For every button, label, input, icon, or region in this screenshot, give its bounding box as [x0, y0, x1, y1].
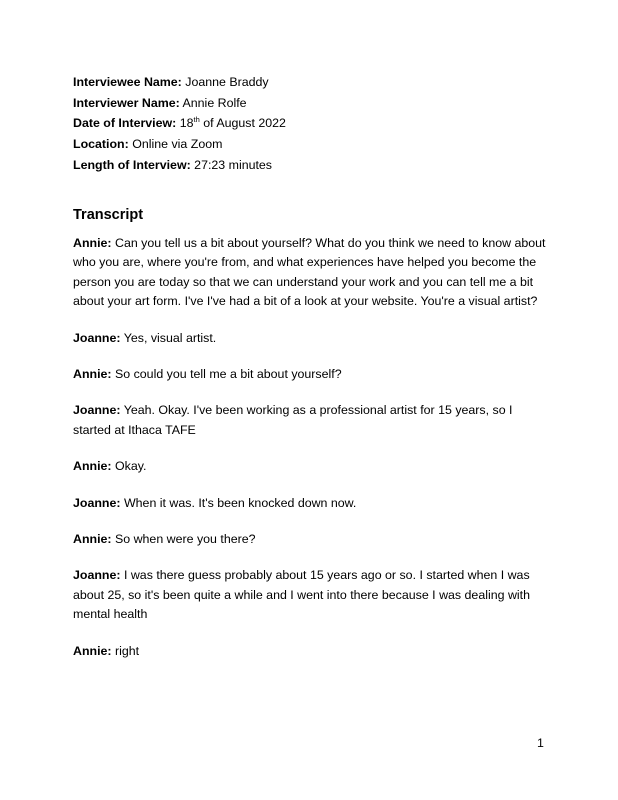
interviewer-label: Interviewer Name: [73, 95, 180, 110]
transcript-turn [73, 530, 548, 549]
transcript-turn [73, 642, 548, 661]
transcript-turn [73, 566, 548, 624]
speaker-name: Annie: [73, 532, 112, 547]
length-line [73, 155, 553, 176]
turn-text: Yes, visual artist. [123, 330, 217, 345]
location-value: Online via Zoom [132, 137, 223, 152]
location-label: Location: [73, 137, 129, 152]
location-line [73, 134, 553, 155]
speaker-name: Joanne: [73, 568, 121, 583]
interviewee-label: Interviewee Name: [73, 75, 182, 89]
date-day: 18 [179, 116, 194, 131]
date-label: Date of Interview: [73, 116, 177, 131]
interviewee-line [73, 72, 553, 93]
transcript-turn [73, 401, 548, 440]
interviewee-value: Joanne Braddy [185, 75, 269, 89]
interviewer-line [73, 93, 553, 114]
turn-text: Okay. [115, 459, 147, 474]
transcript-turn [73, 494, 548, 513]
speaker-name: Annie: [73, 236, 112, 250]
transcript-heading: Transcript [73, 207, 144, 223]
transcript-turn [73, 365, 548, 384]
date-line [73, 113, 553, 134]
transcript-turn [73, 234, 548, 312]
turn-text: So when were you there? [115, 532, 256, 547]
interviewer-value: Annie Rolfe [182, 95, 247, 110]
date-suffix: th [193, 115, 200, 125]
turn-text: So could you tell me a bit about yourself? [115, 367, 342, 382]
speaker-name: Joanne: [73, 403, 121, 418]
speaker-name: Joanne: [73, 495, 121, 510]
turn-text: I was there guess probably about 15 years ago or so. I started when I was about 25, so it's been quite a while and I went into there because I was dealing with mental health [73, 568, 530, 622]
turn-text: When it was. It's been knocked down now. [123, 495, 357, 510]
speaker-name: Annie: [73, 643, 112, 658]
date-rest: of August 2022 [203, 116, 286, 131]
length-value: 27:23 minutes [194, 157, 273, 172]
transcript-body [73, 234, 548, 678]
length-label: Length of Interview: [73, 157, 191, 172]
speaker-name: Joanne: [73, 330, 121, 345]
turn-text: Can you tell us a bit about yourself? What do you think we need to know about who you are, where you're from, and what experiences have helped you become the person you are today so that we can understand your work and you can tell me a bit about your art form. I've I've had a bit of a look at your website. You're a visual artist? [73, 236, 546, 309]
speaker-name: Annie: [73, 459, 112, 474]
turn-text: right [115, 643, 140, 658]
page-number: 1 [537, 736, 544, 750]
transcript-turn [73, 457, 548, 476]
interview-metadata [73, 72, 553, 176]
transcript-turn [73, 329, 548, 348]
turn-text: Yeah. Okay. I've been working as a professional artist for 15 years, so I started at Ithaca TAFE [73, 403, 513, 437]
speaker-name: Annie: [73, 367, 112, 382]
